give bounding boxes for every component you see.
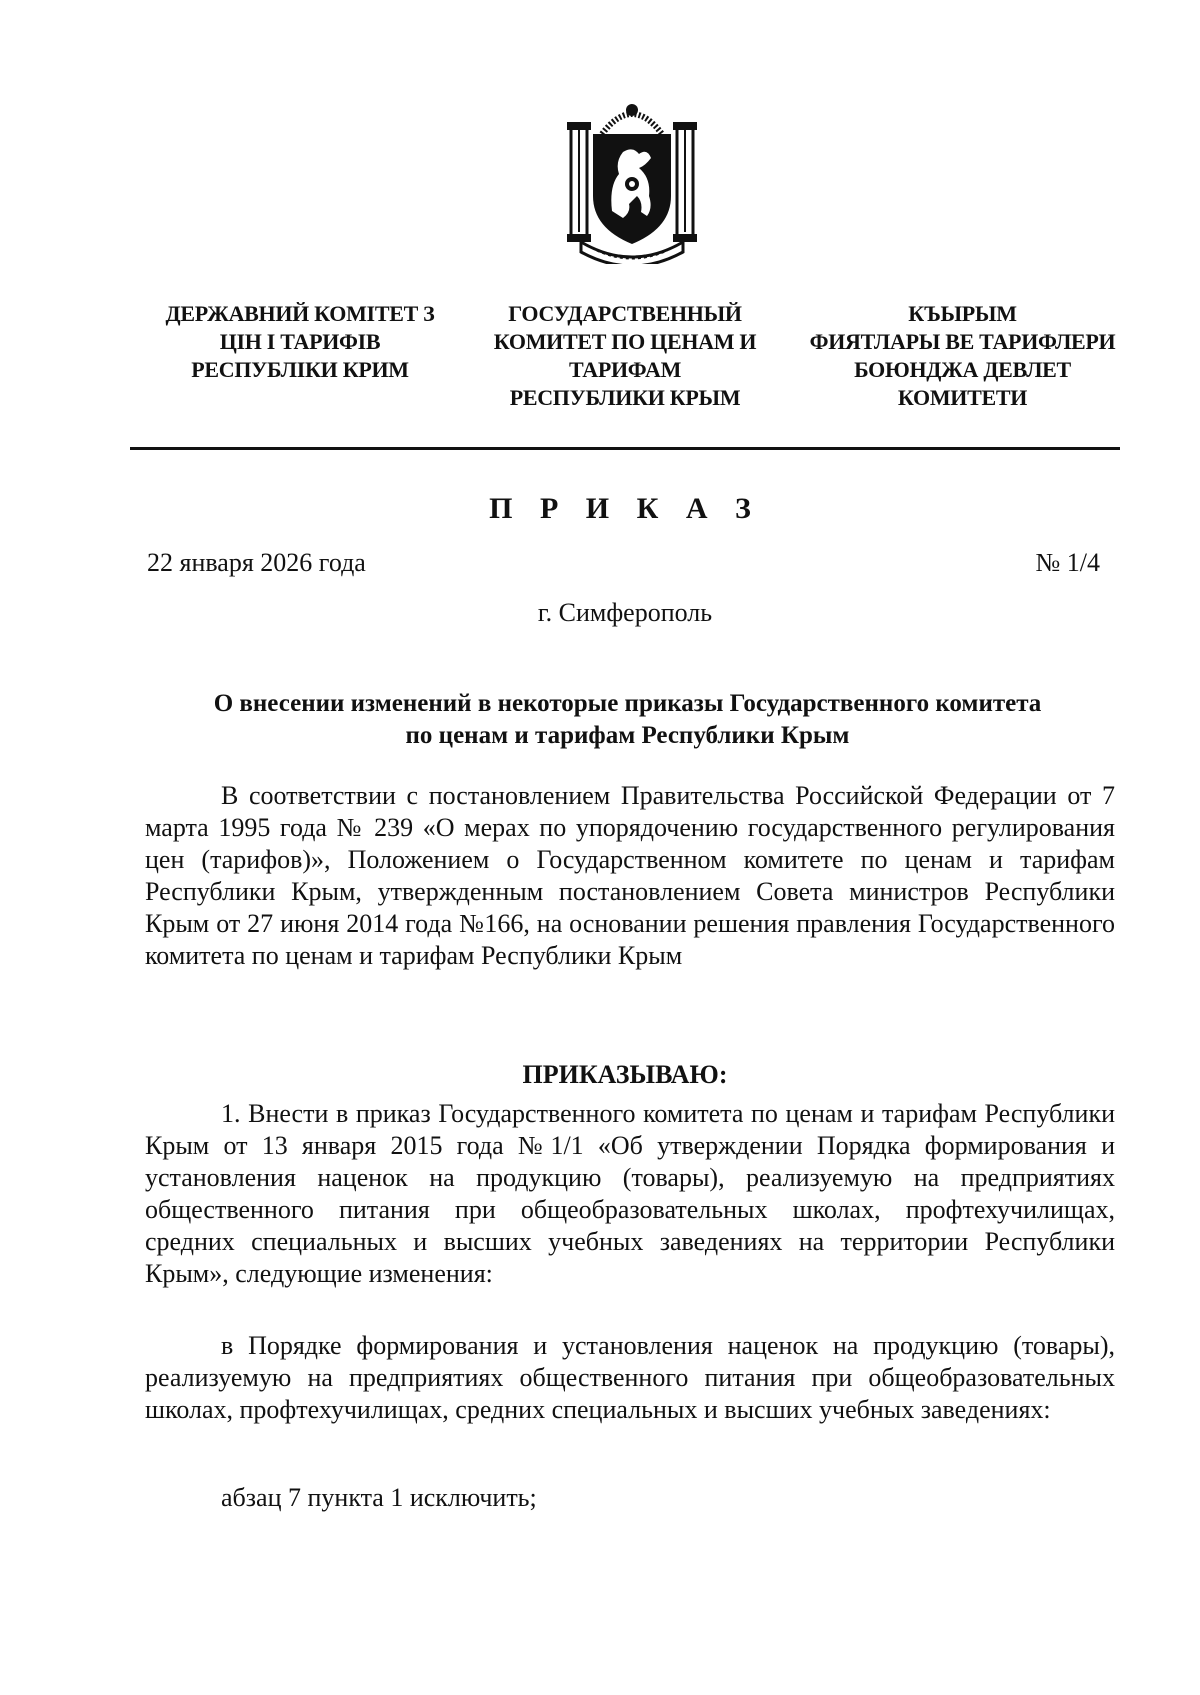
subject-line: по ценам и тарифам Республики Крым <box>405 722 850 749</box>
letterhead-line: БОЮНДЖА ДЕВЛЕТ <box>854 357 1071 382</box>
letterhead-line: КЪЫРЫМ <box>908 301 1017 326</box>
document-subject <box>140 688 1115 752</box>
letterhead-line: КОМИТЕТИ <box>897 385 1028 410</box>
letterhead-russian <box>470 300 780 412</box>
document-date: 22 января 2026 года <box>147 548 366 577</box>
letterhead-line: РЕСПУБЛІКИ КРИМ <box>191 357 409 382</box>
letterhead-line: КОМИТЕТ ПО ЦЕНАМ И <box>493 329 757 354</box>
letterhead <box>130 300 1130 420</box>
order-item-1: 1. Внести в приказ Государственного комитета по ценам и тарифам Республики Крым от 13 января 2015 года №1/1 «Об утверждении Порядка формирования и установления наценок на продукцию (товары), реализуемую на предприятиях общественного питания при общеобразовательных школах, профтехучилищах, средних специальных и высших учебных заведениях на территории Республики Крым», следующие изменения: <box>145 1099 1115 1288</box>
header-divider <box>130 447 1120 450</box>
order-item-1-sub: в Порядке формирования и установления наценок на продукцию (товары), реализуемую на предприятиях общественного питания при общеобразовательных школах, профтехучилищах, средних специальных и высших учебных заведениях: <box>145 1331 1115 1424</box>
preamble-paragraph: В соответствии с постановлением Правительства Российской Федерации от 7 марта 1995 года № 239 «О мерах по упорядочению государственного регулирования цен (тарифов)», Положением о Государственном комитете по ценам и тарифам Республики Крым, утвержденным постановлением Совета министров Республики Крым от 27 июня 2014 года №166, на основании решения правления Государственного комитета по ценам и тарифам Республики Крым <box>145 781 1115 970</box>
letterhead-line: ФИЯТЛАРЫ ВЕ ТАРИФЛЕРИ <box>809 329 1116 354</box>
order-item-1-action: абзац 7 пункта 1 исключить; <box>221 1483 537 1512</box>
letterhead-line: ЦІН І ТАРИФІВ <box>219 329 381 354</box>
document-number: № 1/4 <box>1035 548 1100 577</box>
subject-line: О внесении изменений в некоторые приказы Государственного комитета <box>213 690 1042 717</box>
letterhead-ukrainian <box>150 300 450 384</box>
letterhead-line: РЕСПУБЛИКИ КРЫМ <box>509 385 741 410</box>
letterhead-line: ДЕРЖАВНИЙ КОМІТЕТ З <box>165 301 435 326</box>
letterhead-crimean-tatar <box>805 300 1120 412</box>
letterhead-line: ГОСУДАРСТВЕННЫЙ <box>508 301 742 326</box>
letterhead-line: ТАРИФАМ <box>568 357 682 382</box>
document-city: г. Симферополь <box>537 598 713 627</box>
order-heading: ПРИКАЗЫВАЮ: <box>522 1060 728 1089</box>
crimea-coat-of-arms-icon <box>567 96 697 264</box>
document-title: П Р И К А З <box>489 492 761 525</box>
